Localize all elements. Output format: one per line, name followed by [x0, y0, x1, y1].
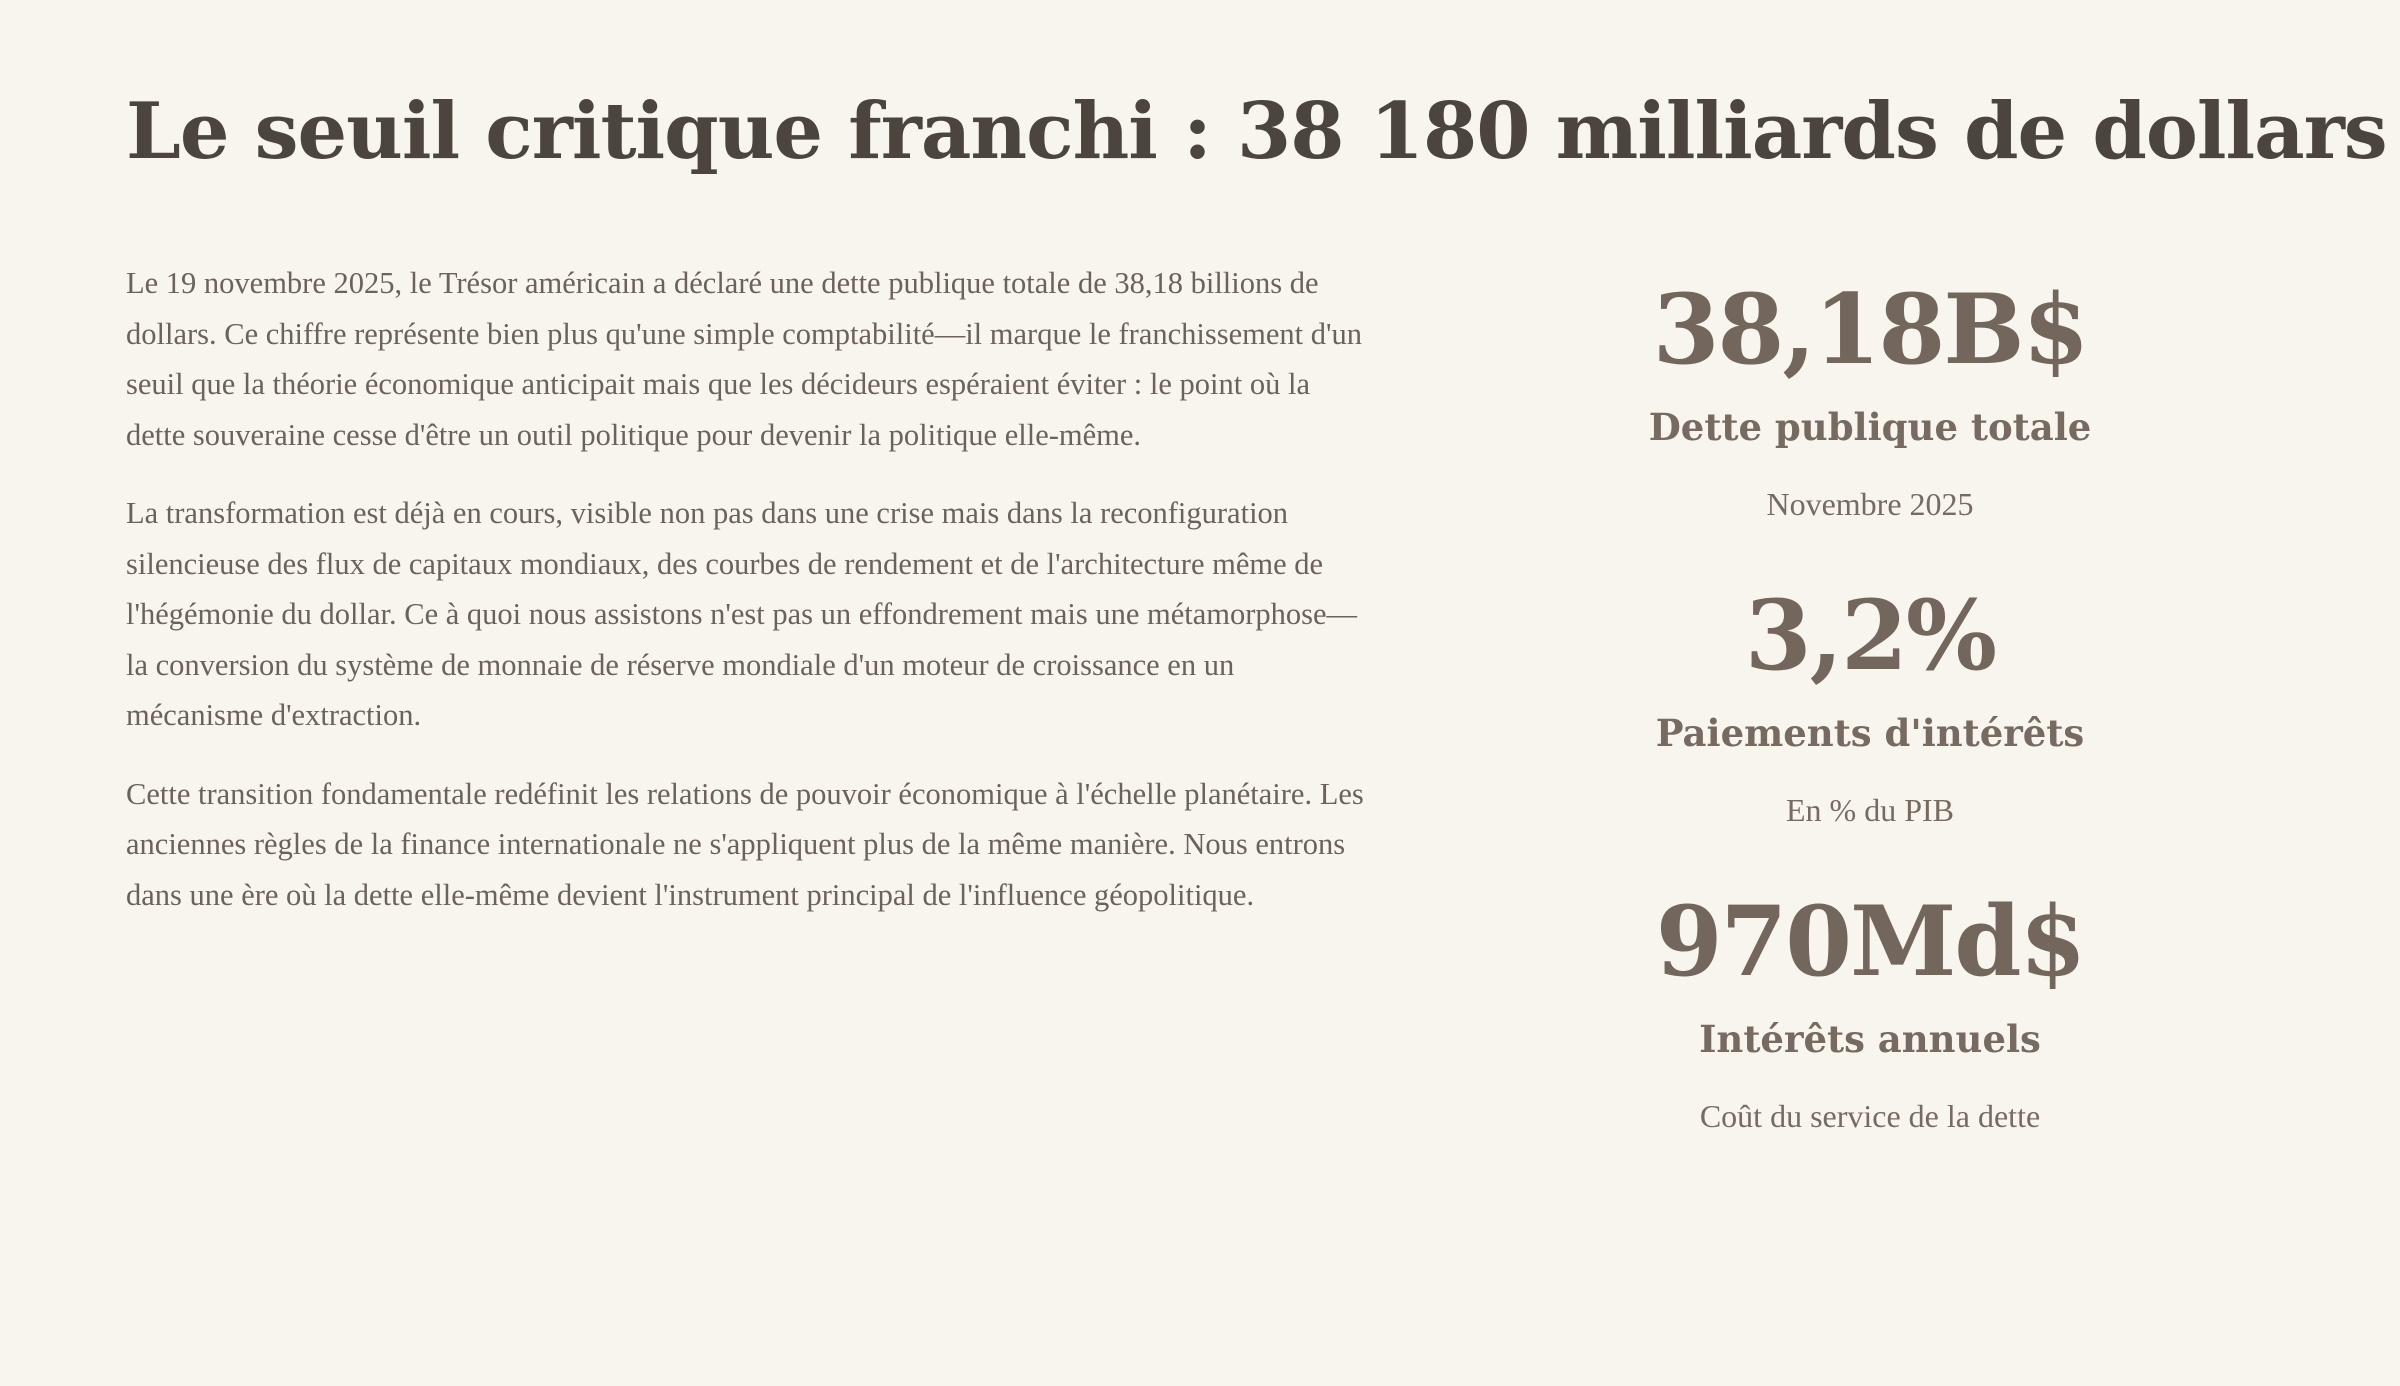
stat-label: Intérêts annuels — [1699, 1017, 2041, 1061]
paragraph: La transformation est déjà en cours, visible non pas dans une crise mais dans la reconfiguration silencieuse des flux de capitaux mondiaux, des courbes de rendement et de l'architecture même de l'hégémonie du dollar. Ce à quoi nous assistons n'est pas un effondrement mais une métamorphose—la conversion du système de monnaie de réserve mondiale d'un moteur de croissance en un mécanisme d'extraction. — [126, 496, 1358, 732]
stat-value: 38,18B$ — [1652, 273, 2088, 386]
stat-value: 3,2% — [1744, 579, 1996, 692]
stat-interest-payments — [1570, 568, 2170, 832]
stat-subtitle: Novembre 2025 — [1766, 486, 1974, 522]
stat-label: Dette publique totale — [1648, 405, 2092, 449]
article-body — [126, 258, 1366, 948]
stats-panel — [1570, 262, 2170, 1138]
stat-label: Paiements d'intérêts — [1655, 711, 2085, 755]
stat-total-debt — [1570, 262, 2170, 526]
stat-subtitle: Coût du service de la dette — [1699, 1098, 2041, 1134]
stat-annual-interest — [1570, 874, 2170, 1138]
paragraph: Cette transition fondamentale redéfinit les relations de pouvoir économique à l'échelle planétaire. Les anciennes règles de la finance internationale ne s'appliquent plus de la même manière. Nous entrons dans une ère où la dette elle-même devient l'instrument principal de l'influence géopolitique. — [126, 776, 1364, 912]
paragraph: Le 19 novembre 2025, le Trésor américain a déclaré une dette publique totale de 38,18 billions de dollars. Ce chiffre représente bien plus qu'une simple comptabilité—il marque le franchissement d'un seuil que la théorie économique anticipait mais que les décideurs espéraient éviter : le point où la dette souveraine cesse d'être un outil politique pour devenir la politique elle-même. — [126, 266, 1362, 452]
page-title: Le seuil critique franchi : 38 180 milliards de dollars — [126, 86, 2387, 177]
stat-subtitle: En % du PIB — [1786, 792, 1954, 828]
stat-value: 970Md$ — [1655, 885, 2085, 998]
